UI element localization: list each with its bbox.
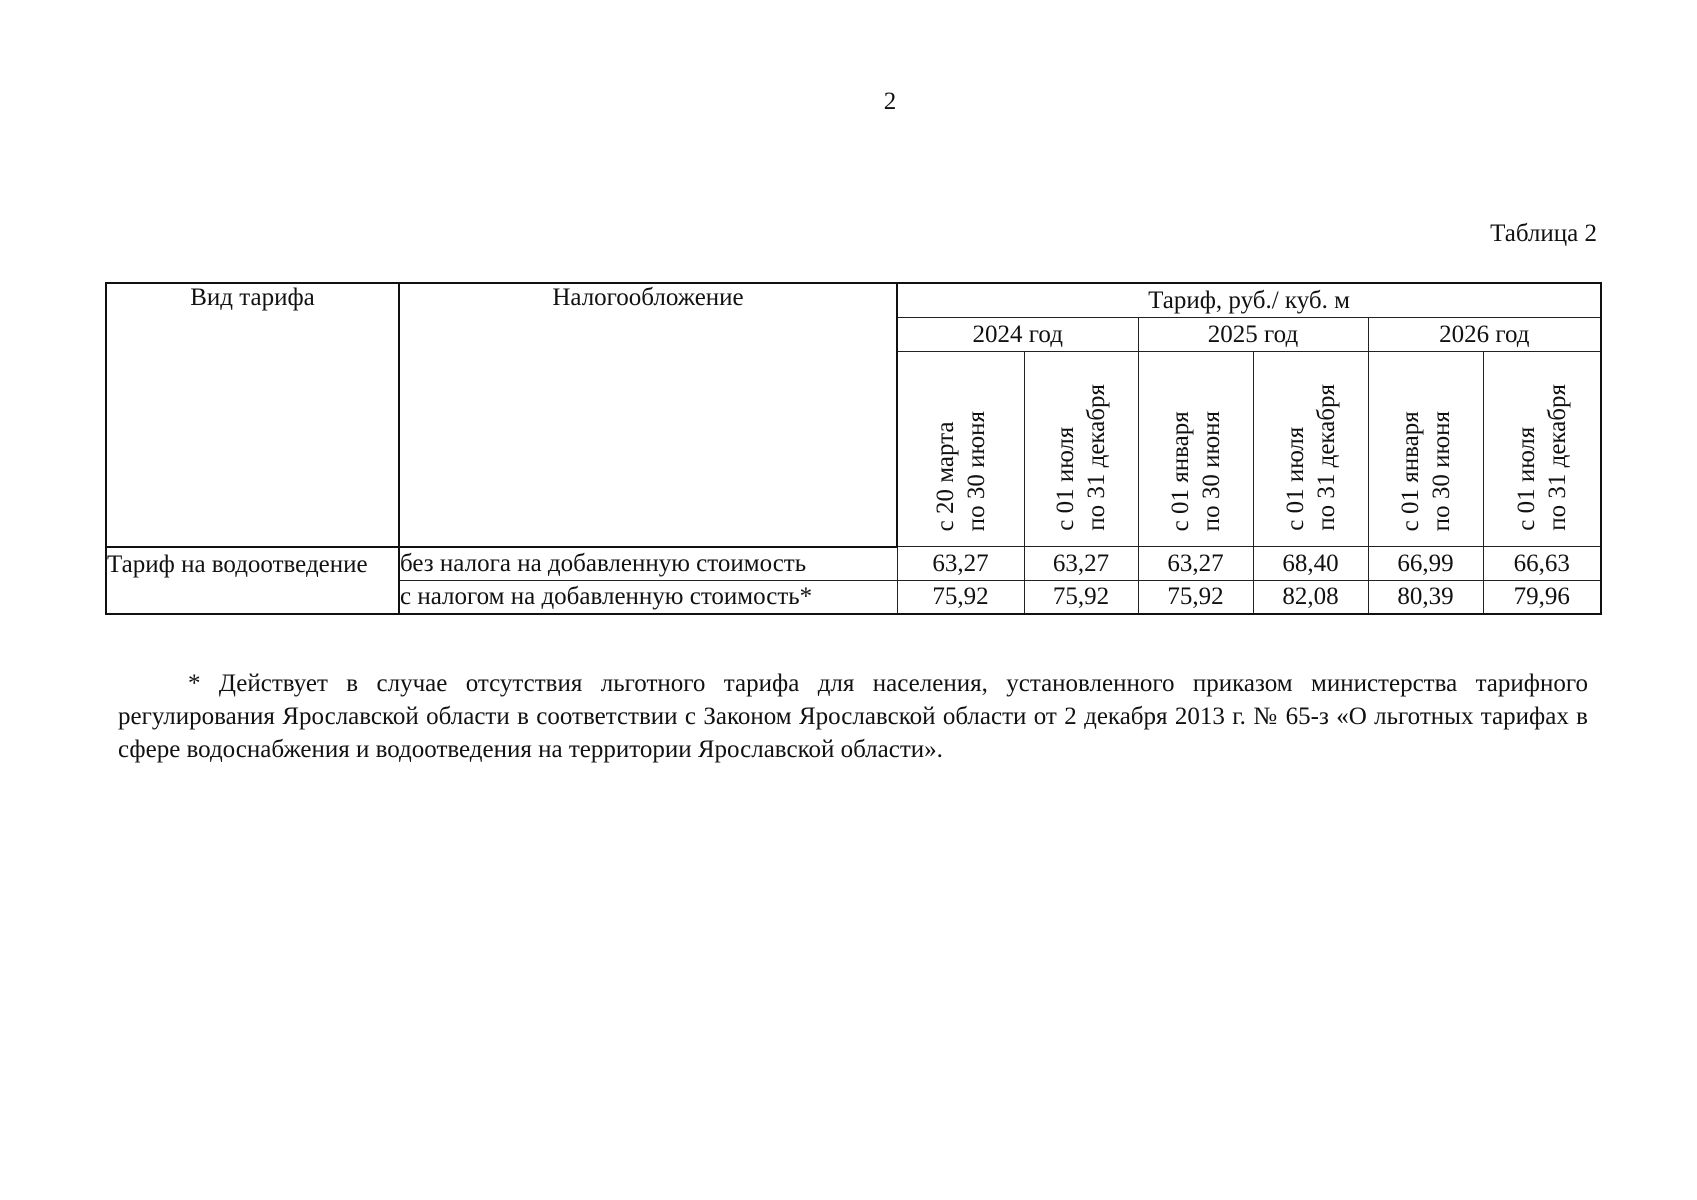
period-line: по 31 декабря bbox=[1312, 384, 1340, 531]
tax-cell: с налогом на добавленную стоимость* bbox=[399, 580, 897, 614]
period-line: с 01 января bbox=[1396, 410, 1424, 531]
tariff-name-cell: Тариф на водоотведение bbox=[106, 547, 399, 614]
period-line: по 30 июня bbox=[1427, 410, 1455, 531]
page-number: 2 bbox=[883, 88, 897, 115]
period-line: с 01 июля bbox=[1512, 426, 1540, 531]
value-cell: 82,08 bbox=[1253, 580, 1368, 614]
value-cell: 75,92 bbox=[1138, 580, 1253, 614]
value-cell: 80,39 bbox=[1368, 580, 1483, 614]
period-line: по 31 декабря bbox=[1543, 384, 1571, 531]
value-cell: 68,40 bbox=[1253, 547, 1368, 581]
table-caption: Таблица 2 bbox=[1490, 220, 1597, 247]
period-line: по 31 декабря bbox=[1083, 384, 1110, 531]
header-period bbox=[1024, 352, 1138, 547]
header-tariff-type: Вид тарифа bbox=[106, 283, 399, 547]
header-period bbox=[1138, 352, 1253, 547]
value-cell: 63,27 bbox=[1138, 547, 1253, 581]
footnote: * Действует в случае отсутствия льготного тарифа для населения, установленного приказом министерства тарифного регулирования Ярославской области в соответствии с Законом Ярославской области от 2 декабря 2013 г. № 65-з «О льготных тарифах в сфере водоснабжения и водоотведения на территории Ярославской области». bbox=[118, 670, 1588, 763]
period-line: с 20 марта bbox=[931, 421, 959, 531]
header-year-2024: 2024 год bbox=[897, 318, 1138, 352]
header-period bbox=[1368, 352, 1483, 547]
period-line: по 30 июня bbox=[962, 410, 990, 531]
header-year-2025: 2025 год bbox=[1138, 318, 1368, 352]
period-line: с 01 июля bbox=[1052, 426, 1079, 531]
period-line: по 30 июня bbox=[1197, 410, 1225, 531]
period-line: с 01 января bbox=[1166, 410, 1194, 531]
header-tariff: Тариф, руб./ куб. м bbox=[897, 283, 1601, 318]
header-period bbox=[897, 352, 1024, 547]
tax-cell: без налога на добавленную стоимость bbox=[399, 547, 897, 581]
table-row bbox=[106, 547, 1601, 581]
value-cell: 63,27 bbox=[1024, 547, 1138, 581]
header-year-2026: 2026 год bbox=[1368, 318, 1601, 352]
tariff-table bbox=[105, 282, 1602, 615]
header-period bbox=[1253, 352, 1368, 547]
value-cell: 79,96 bbox=[1483, 580, 1601, 614]
header-period bbox=[1483, 352, 1601, 547]
header-taxation: Налогообложение bbox=[399, 283, 897, 547]
value-cell: 66,63 bbox=[1483, 547, 1601, 581]
value-cell: 66,99 bbox=[1368, 547, 1483, 581]
period-line: с 01 июля bbox=[1281, 426, 1309, 531]
value-cell: 75,92 bbox=[1024, 580, 1138, 614]
value-cell: 75,92 bbox=[897, 580, 1024, 614]
value-cell: 63,27 bbox=[897, 547, 1024, 581]
